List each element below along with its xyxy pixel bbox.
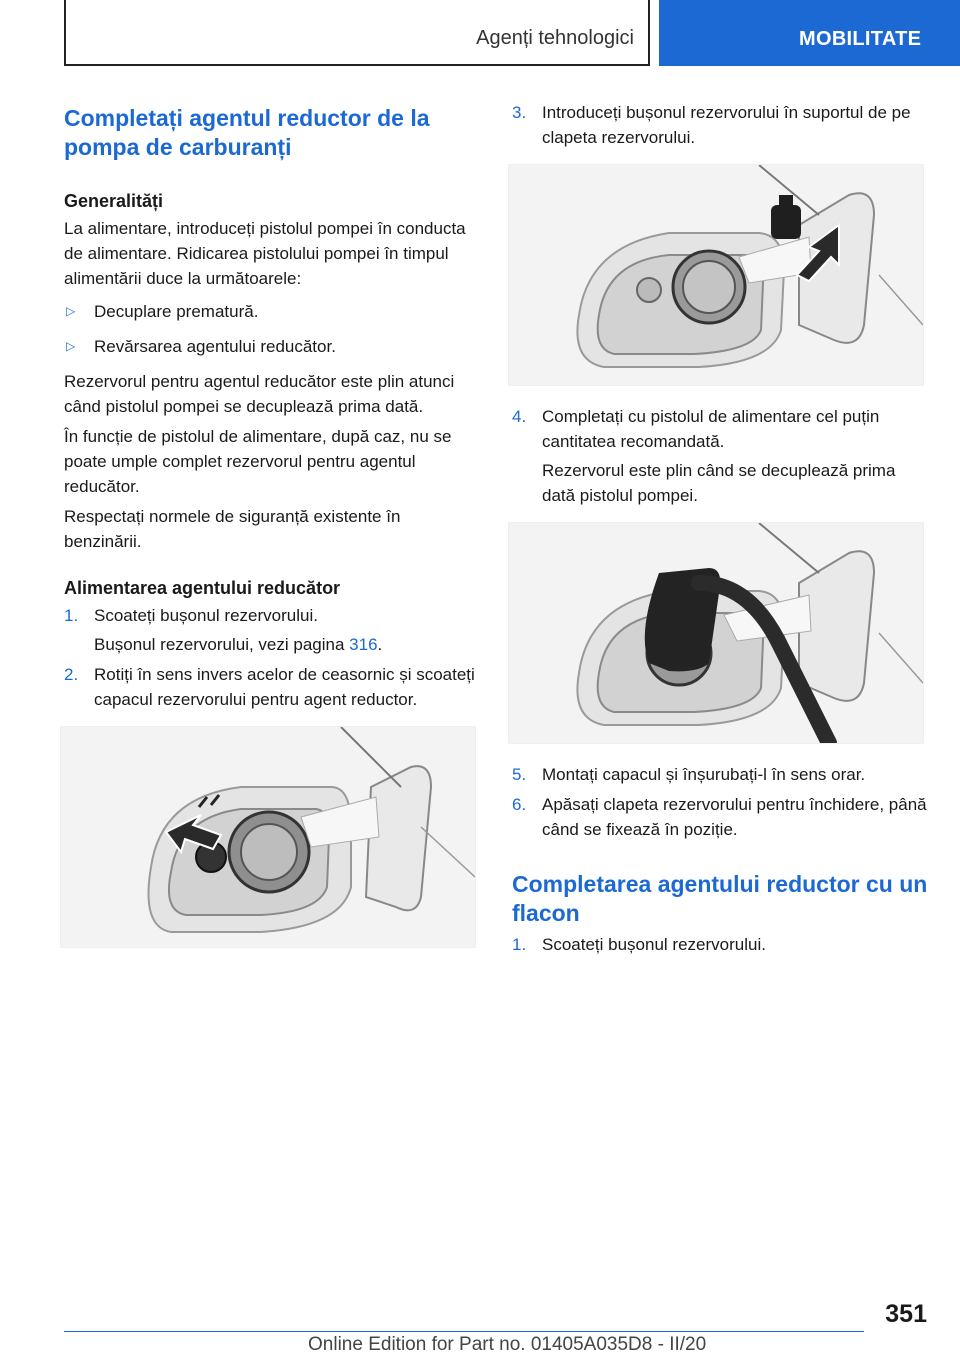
step-number: 6.: [512, 795, 527, 814]
footer-edition: Online Edition for Part no. 01405A035D8 - II/20: [308, 1334, 707, 1355]
step-item: [512, 762, 932, 787]
paragraph-nozzle: În funcție de pistolul de alimentare, după caz, nu se poate umple complet rezervorul pentru agentul reducător.: [64, 427, 452, 496]
step-text: Apăsați clapeta rezervorului pentru închidere, până când se fixează în poziție.: [542, 795, 927, 839]
page-number: 351: [885, 1300, 927, 1328]
step-text: Scoateți bușonul rezervorului.: [542, 935, 766, 954]
figure-remove-cap: [60, 726, 476, 948]
triangle-bullet-icon: ▷: [66, 304, 76, 318]
general-heading: Generalități: [64, 191, 164, 211]
figure-insert-cap: [508, 164, 924, 386]
step-subtext: Bușonul rezervorului, vezi pagina 316.: [94, 635, 383, 654]
footer-divider: [64, 1331, 864, 1332]
step-item: [64, 603, 478, 657]
page-link[interactable]: 316: [349, 635, 378, 654]
step-number: 5.: [512, 765, 527, 784]
triangle-bullet-icon: ▷: [66, 339, 76, 353]
section-title: Completați agentul reductor de la pompa de carburanți: [64, 105, 430, 160]
step-text: Introduceți bușonul rezervorului în suportul de pe clapeta rezervorului.: [542, 103, 911, 147]
paragraph-intro: La alimentare, introduceți pistolul pompei în conducta de alimentare. Ridicarea pistolului pompei în timpul alimentării duce la următoarele:: [64, 219, 466, 288]
step-text: Montați capacul și înșurubați-l în sens orar.: [542, 765, 866, 784]
refuel-heading: Alimentarea agentului reducător: [64, 578, 341, 598]
step-item: [512, 932, 932, 957]
step-text: Rotiți în sens invers acelor de ceasornic și scoateți capacul rezervorului pentru agent reductor.: [94, 665, 475, 709]
step-text: Scoateți bușonul rezervorului.: [94, 606, 318, 625]
header-section-title: Agenți tehnologici: [476, 27, 634, 49]
step-text: Completați cu pistolul de alimentare cel puțin cantitatea recomandată.: [542, 407, 880, 451]
step-number: 2.: [64, 665, 79, 684]
right-column: [512, 100, 932, 962]
header-chapter-tab[interactable]: [659, 0, 960, 66]
figure-fill-nozzle: [508, 522, 924, 744]
step-subtext: Rezervorul este plin când se decuplează prima dată pistolul pompei.: [542, 461, 896, 505]
left-column: [64, 100, 478, 966]
paragraph-full-tank: Rezervorul pentru agentul reducător este plin atunci când pistolul pompei se decuplează prima dată.: [64, 372, 455, 416]
bullet-item: ▷ Revărsarea agentului reducător.: [64, 334, 478, 359]
step-number: 4.: [512, 407, 527, 426]
step-number: 1.: [512, 935, 527, 954]
step-item: [512, 792, 932, 842]
bullet-item: ▷ Decuplare prematură.: [64, 299, 478, 324]
step-item: [64, 662, 478, 712]
paragraph-safety: Respectați normele de siguranță existente în benzinării.: [64, 507, 401, 551]
step-item: [512, 100, 932, 150]
header-chapter-label: MOBILITATE: [799, 28, 922, 50]
step-number: 3.: [512, 103, 527, 122]
section-title-bottle: Completarea agentului reductor cu un flacon: [512, 871, 928, 926]
step-number: 1.: [64, 606, 79, 625]
step-item: [512, 404, 932, 508]
header-section-box: [64, 0, 650, 66]
